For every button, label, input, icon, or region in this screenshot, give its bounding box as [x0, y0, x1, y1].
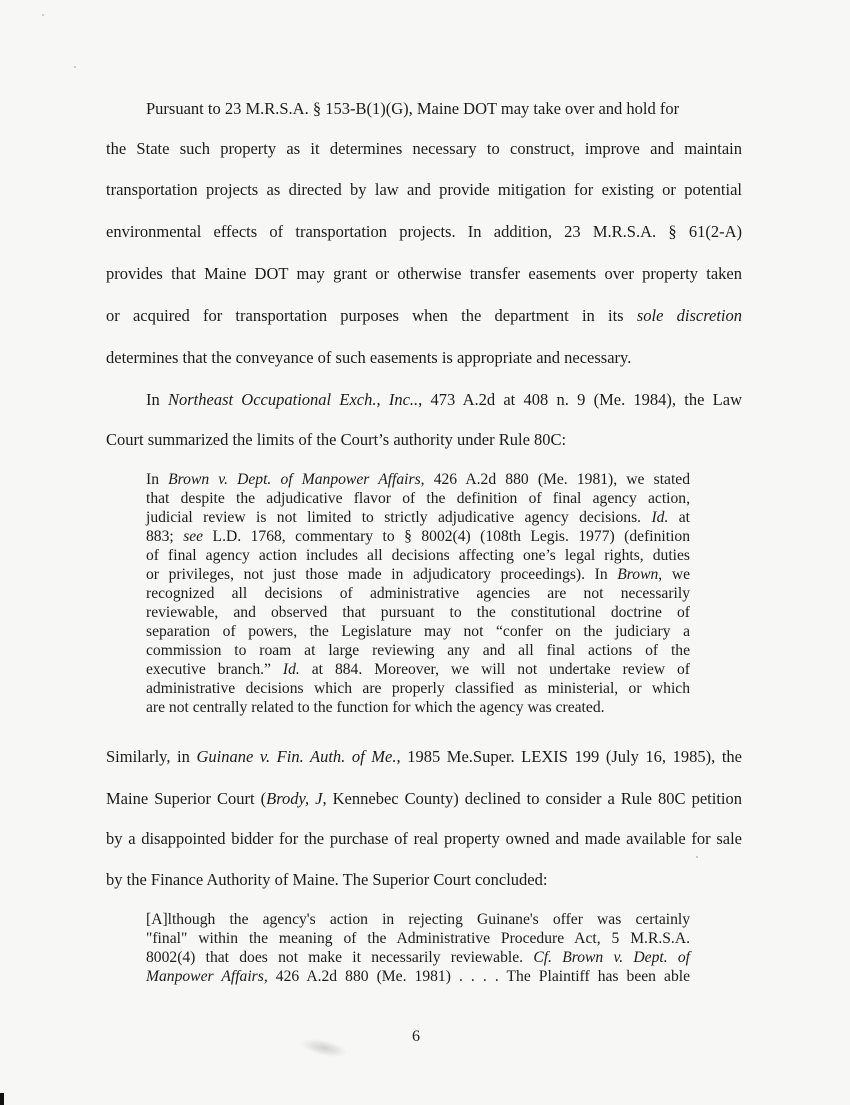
- text-run: environmental effects of transportation projects. In addition, 23 M.R.S.A. § 61(2-A): [106, 222, 742, 241]
- italic-run: Manpower Affairs: [146, 968, 264, 985]
- text-run: or acquired for transportation purposes when the department in its: [106, 306, 637, 325]
- italic-run: Northeast Occupational Exch., Inc..: [167, 390, 419, 409]
- text-run: In: [146, 471, 169, 488]
- text-run: 883;: [146, 528, 184, 545]
- italic-run: see: [183, 528, 204, 545]
- italic-run: Id.: [651, 509, 669, 526]
- quote-line: [146, 470, 690, 489]
- italic-run: Brown: [617, 566, 659, 583]
- text-run: Court summarized the limits of the Court’s authority under Rule 80C:: [106, 430, 567, 449]
- text-run: In: [146, 390, 168, 409]
- text-run: determines that the conveyance of such easements is appropriate and necessary.: [106, 348, 632, 367]
- italic-run: Id.: [282, 661, 300, 678]
- text-run: "final" within the meaning of the Administrative Procedure Act, 5 M.R.S.A.: [146, 930, 690, 947]
- text-line: [106, 180, 742, 200]
- text-run: are not centrally related to the function for which the agency was created.: [146, 699, 605, 716]
- quote-line: [146, 679, 690, 698]
- text-line: [106, 789, 742, 809]
- text-line: [146, 99, 679, 119]
- quote-line: [146, 489, 690, 508]
- quote-line: [146, 641, 690, 660]
- text-run: [A]lthough the agency's action in rejecting Guinane's offer was certainly: [146, 911, 690, 928]
- quote-line: [146, 948, 690, 967]
- text-run: Pursuant to 23 M.R.S.A. § 153-B(1)(G), Maine DOT may take over and hold for: [146, 99, 680, 118]
- page-number: 6: [412, 1028, 420, 1045]
- text-run: reviewable, and observed that pursuant to the constitutional doctrine of: [146, 604, 690, 621]
- text-run: L.D. 1768, commentary to § 8002(4) (108th Legis. 1977) (definition: [203, 528, 690, 545]
- text-run: administrative decisions which are properly classified as ministerial, or which: [146, 680, 690, 697]
- text-run: , 1985 Me.Super. LEXIS 199 (July 16, 1985), the: [396, 747, 742, 766]
- quote-line: [146, 910, 690, 929]
- text-run: at 884. Moreover, we will not undertake review of: [299, 661, 690, 678]
- text-run: at: [668, 509, 690, 526]
- text-run: commission to roam at large reviewing any and all final actions of the: [146, 642, 690, 659]
- quote-line: [146, 584, 690, 603]
- quote-line: [146, 929, 690, 948]
- text-line: [106, 348, 631, 368]
- italic-run: Brown v. Dept. of Manpower Affairs: [168, 471, 421, 488]
- text-line: [106, 306, 742, 326]
- text-line: [146, 390, 742, 410]
- text-run: , 473 A.2d at 408 n. 9 (Me. 1984), the Law: [418, 390, 742, 409]
- text-run: of final agency action includes all decisions affecting one’s legal rights, duties: [146, 547, 690, 564]
- text-run: 8002(4) that does not make it necessarily reviewable.: [146, 949, 534, 966]
- quote-line: [146, 508, 690, 527]
- text-run: Similarly, in: [106, 747, 197, 766]
- scan-smudge: [299, 1035, 349, 1061]
- scan-speck: [42, 14, 44, 16]
- text-run: Maine Superior Court (: [106, 789, 267, 808]
- quote-line: [146, 603, 690, 622]
- text-line: [106, 264, 742, 284]
- text-run: recognized all decisions of administrative agencies are not necessarily: [146, 585, 690, 602]
- text-run: the State such property as it determines necessary to construct, improve and maintain: [106, 139, 742, 158]
- scan-speck: [696, 856, 698, 858]
- quote-line: [146, 622, 690, 641]
- text-line: [106, 139, 742, 159]
- text-run: that despite the adjudicative flavor of the definition of final agency action,: [146, 490, 690, 507]
- quote-line: [146, 660, 690, 679]
- text-line: [106, 747, 742, 767]
- quote-line: [146, 565, 690, 584]
- text-line: [106, 829, 742, 849]
- quote-line: [146, 527, 690, 546]
- text-line: [106, 870, 547, 890]
- text-run: separation of powers, the Legislature may not “confer on the judiciary a: [146, 623, 690, 640]
- text-run: , Kennebec County) declined to consider a Rule 80C petition: [322, 789, 742, 808]
- quote-line: [146, 546, 690, 565]
- text-line: [106, 430, 566, 450]
- text-run: or privileges, not just those made in adjudicatory proceedings). In: [146, 566, 618, 583]
- text-run: by the Finance Authority of Maine. The Superior Court concluded:: [106, 870, 548, 889]
- text-run: judicial review is not limited to strictly adjudicative agency decisions.: [146, 509, 652, 526]
- scan-speck: [74, 66, 76, 68]
- text-run: provides that Maine DOT may grant or otherwise transfer easements over property taken: [106, 264, 742, 283]
- italic-run: Cf. Brown v. Dept. of: [533, 949, 690, 966]
- italic-run: sole discretion: [636, 306, 742, 325]
- text-line: [106, 222, 742, 242]
- text-run: , we: [658, 566, 691, 583]
- text-run: executive branch.”: [146, 661, 283, 678]
- quote-line: [146, 698, 605, 717]
- quote-line: [146, 967, 690, 986]
- text-run: by a disappointed bidder for the purchase of real property owned and made available for sale: [106, 829, 742, 848]
- text-run: , 426 A.2d 880 (Me. 1981) . . . . The Plaintiff has been able: [263, 968, 690, 985]
- scan-edge-mark: [0, 1093, 4, 1105]
- text-run: transportation projects as directed by law and provide mitigation for existing or potential: [106, 180, 742, 199]
- italic-run: Brody, J: [266, 789, 323, 808]
- text-run: , 426 A.2d 880 (Me. 1981), we stated: [420, 471, 690, 488]
- italic-run: Guinane v. Fin. Auth. of Me.: [196, 747, 397, 766]
